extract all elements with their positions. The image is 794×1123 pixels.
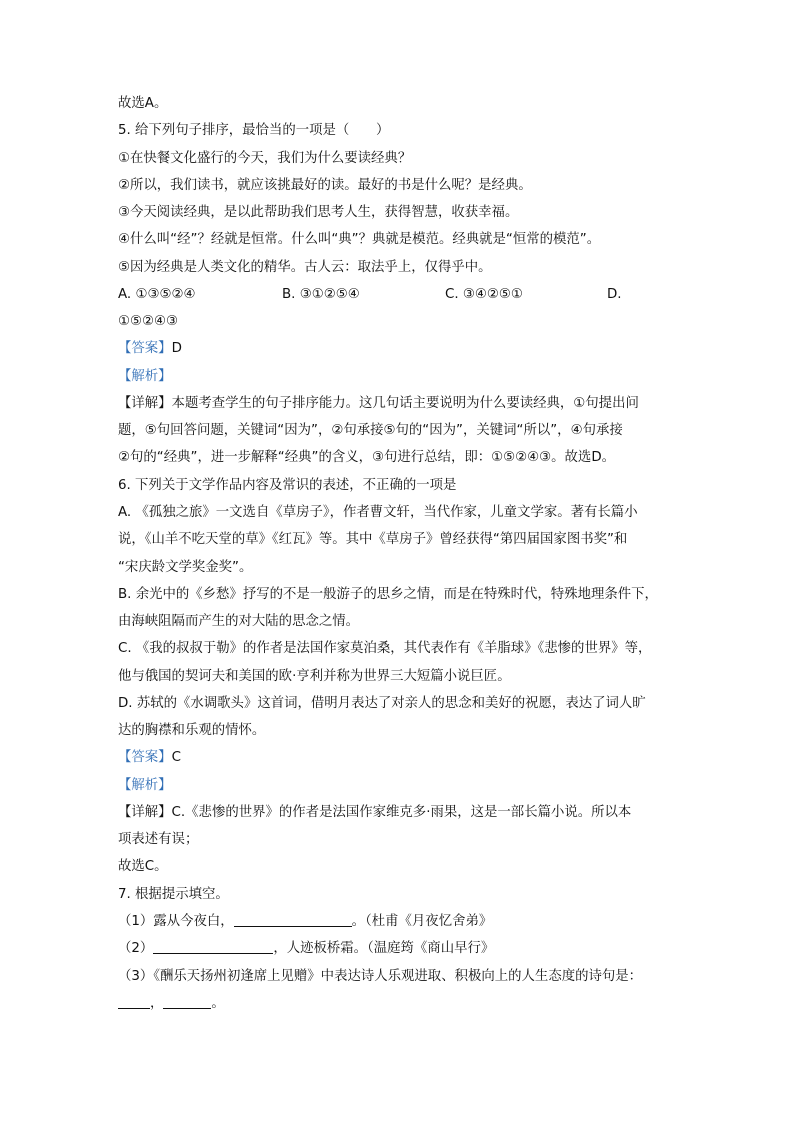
q5-detail-1: 【详解】本题考查学生的句子排序能力。这几句话主要说明为什么要读经典，①句提出问	[118, 395, 639, 411]
q6-line: 说，《山羊不吃天堂的草》《红瓦》等。其中《草房子》曾经获得“第四届国家图书奖”和	[118, 532, 628, 548]
q6-line: C. 《我的叔叔于勒》的作者是法国作家莫泊桑，其代表作有《羊脂球》《悲惨的世界》等，	[118, 641, 652, 657]
q6-analysis-label: 【解析】	[118, 777, 172, 793]
q5-sentence-4: ④什么叫“经”？经就是恒常。什么叫“典”？典就是模范。经典就是“恒常的模范”。	[118, 232, 601, 248]
q5-sentence-5: ⑤因为经典是人类文化的精华。古人云：取法乎上，仅得乎中。	[118, 259, 492, 275]
q6-detail-3: 故选C。	[118, 859, 168, 875]
period: 。	[211, 995, 225, 1011]
q5-option-a: A. ①③⑤②④	[118, 286, 196, 302]
q6-line: 达的胸襟和乐观的情怀。	[118, 723, 266, 739]
q7-part-3-blanks	[118, 990, 688, 1017]
document-page	[118, 90, 688, 1017]
answer-label: 【答案】	[118, 750, 172, 766]
q6-detail-2: 项表述有误；	[118, 832, 199, 848]
q5-option-c: C. ③④②⑤①	[445, 286, 523, 302]
fill-blank[interactable]	[118, 994, 150, 1009]
fill-blank[interactable]	[234, 912, 352, 927]
q6-detail-1: 【详解】C.《悲惨的世界》的作者是法国作家维克多·雨果，这是一部长篇小说。所以本	[118, 804, 632, 820]
q5-sentence-3: ③今天阅读经典，是以此帮助我们思考人生，获得智慧，收获幸福。	[118, 205, 519, 221]
fill-blank[interactable]	[153, 939, 273, 954]
q7-part-2	[118, 935, 688, 962]
q6-line: 由海峡阻隔而产生的对大陆的思念之情。	[118, 614, 360, 630]
q5-sentence-2: ②所以，我们读书，就应该挑最好的读。最好的书是什么呢？是经典。	[118, 177, 532, 193]
q6-line: 他与俄国的契诃夫和美国的欧·亨利并称为世界三大短篇小说巨匠。	[118, 668, 511, 684]
q7-stem: 7. 根据提示填空。	[118, 886, 229, 902]
q6-line: D. 苏轼的《水调歌头》这首词，借明月表达了对亲人的思念和美好的祝愿，表达了词人旷	[118, 695, 646, 711]
q7-p2-suffix: ，人迹板桥霜。（温庭筠《商山早行》	[273, 941, 495, 957]
q5-option-d: D.	[607, 286, 622, 302]
separator: ，	[150, 995, 164, 1011]
q5-analysis-label: 【解析】	[118, 368, 172, 384]
q5-detail-2: 题，⑤句回答问题，关键词“因为”，②句承接⑤句的“因为”，关键词“所以”，④句承接	[118, 423, 623, 439]
answer-label: 【答案】	[118, 341, 172, 357]
q4-conclusion: 故选A。	[118, 96, 168, 111]
fill-blank[interactable]	[163, 994, 211, 1009]
q7-p2-prefix: （2）	[118, 941, 154, 957]
answer-value: C	[171, 750, 181, 766]
q6-line: “宋庆龄文学奖金奖”。	[118, 559, 253, 575]
q6-stem: 6. 下列关于文学作品内容及常识的表述，不正确的一项是	[118, 477, 457, 493]
q5-option-d-content: ①⑤②④③	[118, 314, 179, 330]
answer-value: D	[171, 341, 182, 357]
q6-line: A. 《孤独之旅》一文选自《草房子》，作者曹文轩，当代作家，儿童文学家。著有长篇小	[118, 504, 638, 520]
q7-p1-suffix: 。（杜甫《月夜忆舍弟》	[351, 913, 493, 929]
q5-options	[118, 281, 688, 308]
q5-answer	[118, 335, 688, 362]
q5-sentence-1: ①在快餐文化盛行的今天，我们为什么要读经典？	[118, 150, 412, 166]
q7-part-3: （3）《酬乐天扬州初逢席上见赠》中表达诗人乐观进取、积极向上的人生态度的诗句是：	[118, 968, 643, 984]
q5-detail-3: ②句的“经典”，进一步解释“经典”的含义，③句进行总结，即：①⑤②④③。故选D。	[118, 450, 616, 466]
q7-part-1	[118, 908, 688, 935]
q5-option-b: B. ③①②⑤④	[282, 286, 360, 302]
q6-answer	[118, 744, 688, 771]
q6-line: B. 余光中的《乡愁》抒写的不是一般游子的思乡之情，而是在特殊时代，特殊地理条件下，	[118, 586, 658, 602]
q7-p1-prefix: （1）露从今夜白，	[118, 913, 234, 929]
q5-stem: 5. 给下列句子排序，最恰当的一项是（ ）	[118, 123, 390, 139]
